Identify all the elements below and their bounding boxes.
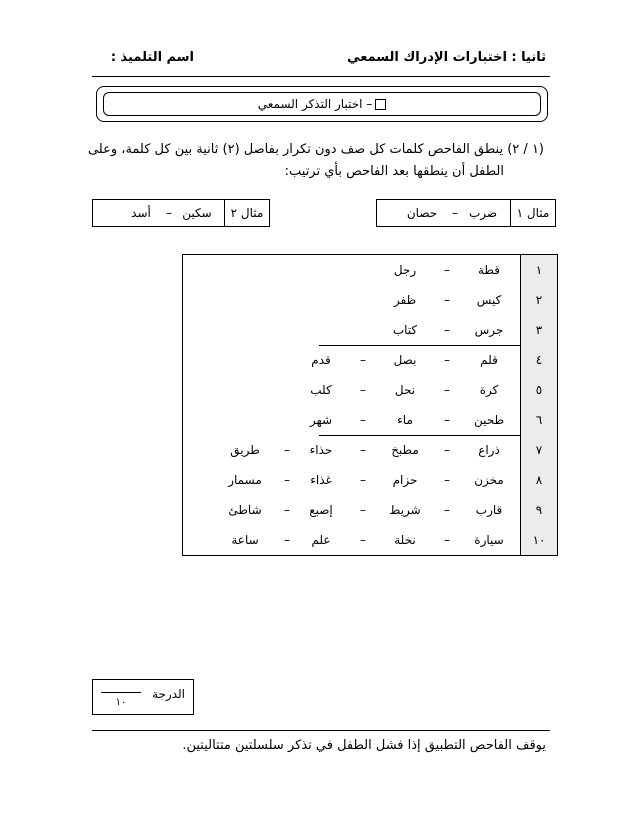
- footer-note: يوقف الفاحص التطبيق إذا فشل الطفل في تذكر سلسلتين متتاليتين.: [182, 738, 546, 753]
- table-row: [183, 525, 557, 555]
- word-separator: –: [444, 443, 450, 457]
- item-word: ساعة: [231, 533, 259, 547]
- item-word: ظفر: [393, 293, 417, 307]
- example-2-word-2: أسد: [131, 206, 151, 220]
- item-word: شريط: [389, 503, 421, 517]
- item-word: طحين: [473, 413, 505, 427]
- instruction-line-1: (١ / ٢) ينطق الفاحص كلمات كل صف دون تكرار بفاصل (٢) ثانية بين كل كلمة، وعلى: [87, 142, 544, 157]
- item-word: كيس: [476, 293, 502, 307]
- word-separator: –: [444, 323, 450, 337]
- checkbox-icon: [375, 99, 386, 110]
- test-title: – اختبار التذكر السمعي: [257, 97, 373, 111]
- item-word: ذراع: [478, 443, 500, 457]
- example-2-word-1: سكين: [182, 206, 212, 220]
- item-number: ٤: [535, 353, 543, 367]
- word-separator: –: [444, 293, 450, 307]
- word-separator: –: [444, 353, 450, 367]
- item-word: سيارة: [474, 533, 504, 547]
- item-number: ٣: [535, 323, 543, 337]
- word-separator: –: [360, 503, 366, 517]
- test-title-banner: [96, 86, 548, 122]
- item-word: علم: [311, 533, 331, 547]
- item-word: شهر: [309, 413, 333, 427]
- table-row: [183, 345, 557, 375]
- score-box: [92, 679, 194, 715]
- item-word: قلم: [480, 353, 498, 367]
- example-1-word-1: ضرب: [468, 206, 498, 220]
- word-separator: –: [444, 263, 450, 277]
- example-1-box: [376, 199, 556, 227]
- table-row: [183, 285, 557, 315]
- item-number: ٧: [535, 443, 543, 457]
- example-2-dash: –: [166, 206, 172, 220]
- word-separator: –: [360, 533, 366, 547]
- table-row: [183, 495, 557, 525]
- item-word: كتاب: [392, 323, 418, 337]
- word-separator: –: [444, 473, 450, 487]
- section-title: ثانيا : اختبارات الإدراك السمعي: [347, 50, 546, 65]
- item-word: غذاء: [310, 473, 332, 487]
- item-word: حذاء: [309, 443, 333, 457]
- item-number: ٦: [535, 413, 543, 427]
- word-separator: –: [444, 533, 450, 547]
- items-table: [182, 254, 558, 556]
- item-number: ١: [535, 263, 543, 277]
- word-separator: –: [284, 503, 290, 517]
- word-separator: –: [360, 353, 366, 367]
- item-word: قارب: [475, 503, 503, 517]
- example-1-word-2: حصان: [406, 206, 438, 220]
- word-separator: –: [444, 383, 450, 397]
- item-word: مسمار: [228, 473, 262, 487]
- item-word: جرس: [474, 323, 504, 337]
- table-row: [183, 315, 557, 345]
- header-divider: [92, 76, 550, 77]
- score-max-value: ١٠: [115, 697, 127, 708]
- item-word: كرة: [479, 383, 499, 397]
- item-word: طريق: [230, 443, 260, 457]
- item-word: رجل: [393, 263, 417, 277]
- word-separator: –: [360, 443, 366, 457]
- item-word: إصبع: [309, 503, 333, 517]
- example-2-box: [92, 199, 270, 227]
- item-number: ٨: [535, 473, 543, 487]
- word-separator: –: [360, 383, 366, 397]
- item-word: قدم: [311, 353, 331, 367]
- item-word: مطبخ: [391, 443, 419, 457]
- example-2-separator: [224, 200, 225, 226]
- footer-divider: [92, 730, 550, 731]
- item-word: ماء: [397, 413, 413, 427]
- item-number: ١٠: [532, 533, 546, 547]
- item-word: بصل: [393, 353, 417, 367]
- table-row: [183, 465, 557, 495]
- example-1-separator: [510, 200, 511, 226]
- item-number: ٢: [535, 293, 543, 307]
- table-row: [183, 435, 557, 465]
- instruction-line-2: الطفل أن ينطقها بعد الفاحص بأي ترتيب:: [284, 164, 504, 179]
- word-separator: –: [284, 473, 290, 487]
- banner-inner-frame: [103, 92, 541, 116]
- item-word: حزام: [392, 473, 418, 487]
- item-word: نحل: [394, 383, 416, 397]
- example-2-label: مثال ٢: [230, 206, 264, 220]
- word-separator: –: [360, 413, 366, 427]
- item-number: ٩: [535, 503, 543, 517]
- student-name-label: اسم التلميذ :: [110, 50, 194, 65]
- item-word: نخلة: [394, 533, 416, 547]
- item-word: شاطئ: [228, 503, 262, 517]
- example-1-label: مثال ١: [516, 206, 550, 220]
- example-1-dash: –: [452, 206, 458, 220]
- word-separator: –: [284, 443, 290, 457]
- word-separator: –: [284, 533, 290, 547]
- table-row: [183, 375, 557, 405]
- item-word: مخزن: [474, 473, 504, 487]
- item-number: ٥: [535, 383, 543, 397]
- table-row: [183, 405, 557, 435]
- item-word: كلب: [310, 383, 332, 397]
- word-separator: –: [444, 503, 450, 517]
- score-fraction-line: [101, 692, 141, 693]
- word-separator: –: [444, 413, 450, 427]
- word-separator: –: [360, 473, 366, 487]
- item-word: قطة: [478, 263, 501, 277]
- score-label: الدرجة: [152, 687, 185, 701]
- table-row: [183, 255, 557, 285]
